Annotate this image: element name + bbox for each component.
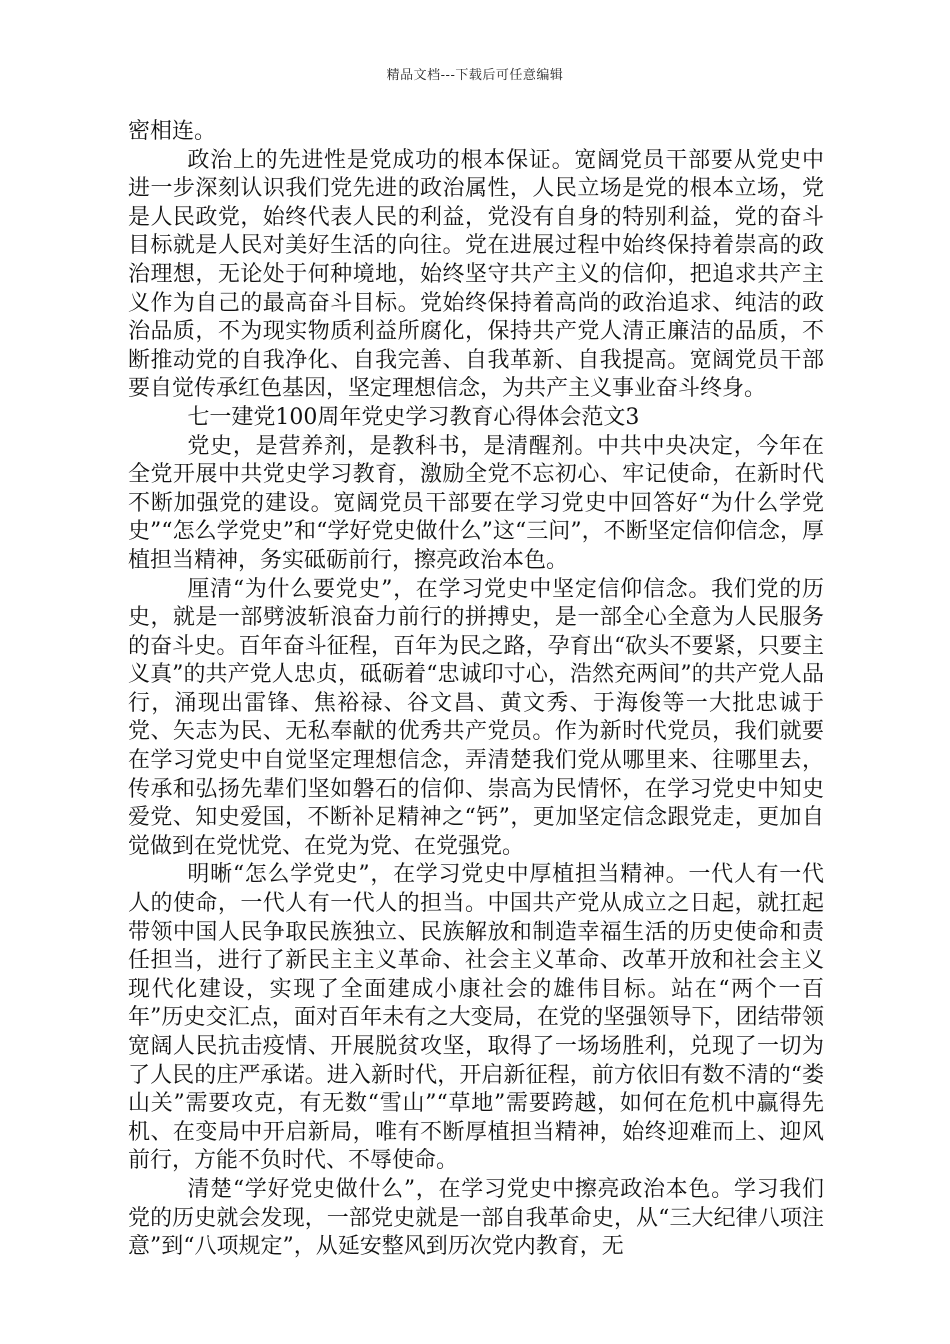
paragraph-continuation: 密相连。 — [128, 119, 217, 144]
paragraph: 党史，是营养剂，是教科书，是清醒剂。中共中央决定，今年在全党开展中共党史学习教育，激励全党不忘初心、牢记使命，在新时代不断加强党的建设。宽阔党员干部要在学习党史中回答好“为什么学党史”“怎么学党史”和“学好党史做什么”这“三问”，不断坚定信仰信念，厚植担当精神，务实砥砺前行，擦亮政治本色。 — [128, 433, 824, 573]
document-body — [128, 118, 824, 1262]
paragraph: 清楚“学好党史做什么”，在学习党史中擦亮政治本色。学习我们党的历史就会发现，一部党史就是一部自我革命史，从“三大纪律八项注意”到“八项规定”，从延安整风到历次党内教育，无 — [128, 1176, 824, 1260]
section-title: 七一建党100周年党史学习教育心得体会范文3 — [187, 404, 640, 430]
paragraph: 厘清“为什么要党史”，在学习党史中坚定信仰信念。我们党的历史，就是一部劈波斩浪奋力前行的拼搏史，是一部全心全意为人民服务的奋斗史。百年奋斗征程，百年为民之路，孕育出“砍头不要紧，只要主义真”的共产党人忠贞，砥砺着“忠诚印寸心，浩然充两间”的共产党人品行，涌现出雷锋、焦裕禄、谷文昌、黄文秀、于海俊等一大批忠诚于党、矢志为民、无私奉献的优秀共产党员。作为新时代党员，我们就要在学习党史中自觉坚定理想信念，弄清楚我们党从哪里来、往哪里去，传承和弘扬先辈们坚如磐石的信仰、崇高为民情怀，在学习党史中知史爱党、知史爱国，不断补足精神之“钙”，更加坚定信念跟党走，更加自觉做到在党忧党、在党为党、在党强党。 — [128, 576, 824, 859]
paragraph: 明晰“怎么学党史”，在学习党史中厚植担当精神。一代人有一代人的使命，一代人有一代人的担当。中国共产党从成立之日起，就扛起带领中国人民争取民族独立、民族解放和制造幸福生活的历史使命和责任担当，进行了新民主主义革命、社会主义革命、改革开放和社会主义现代化建设，实现了全面建成小康社会的雄伟目标。站在“两个一百年”历史交汇点，面对百年未有之大变局，在党的坚强领导下，团结带领宽阔人民抗击疫情、开展脱贫攻坚，取得了一场场胜利，兑现了一切为了人民的庄严承诺。进入新时代，开启新征程，前方依旧有数不清的“娄山关”需要攻克，有无数“雪山”“草地”需要跨越，如何在危机中赢得先机、在变局中开启新局，唯有不断厚植担当精神，始终迎难而上、迎风前行，方能不负时代、不辱使命。 — [128, 862, 824, 1174]
paragraph: 政治上的先进性是党成功的根本保证。宽阔党员干部要从党史中进一步深刻认识我们党先进的政治属性，人民立场是党的根本立场，党是人民政党，始终代表人民的利益，党没有自身的特别利益，党的奋斗目标就是人民对美好生活的向往。党在进展过程中始终保持着崇高的政治理想，无论处于何种境地，始终坚守共产主义的信仰，把追求共产主义作为自己的最高奋斗目标。党始终保持着高尚的政治追求、纯洁的政治品质，不为现实物质利益所腐化，保持共产党人清正廉洁的品质，不断推动党的自我净化、自我完善、自我革新、自我提高。宽阔党员干部要自觉传承红色基因，坚定理想信念，为共产主义事业奋斗终身。 — [128, 147, 824, 402]
page-header: 精品文档---下载后可任意编辑 — [386, 68, 564, 83]
